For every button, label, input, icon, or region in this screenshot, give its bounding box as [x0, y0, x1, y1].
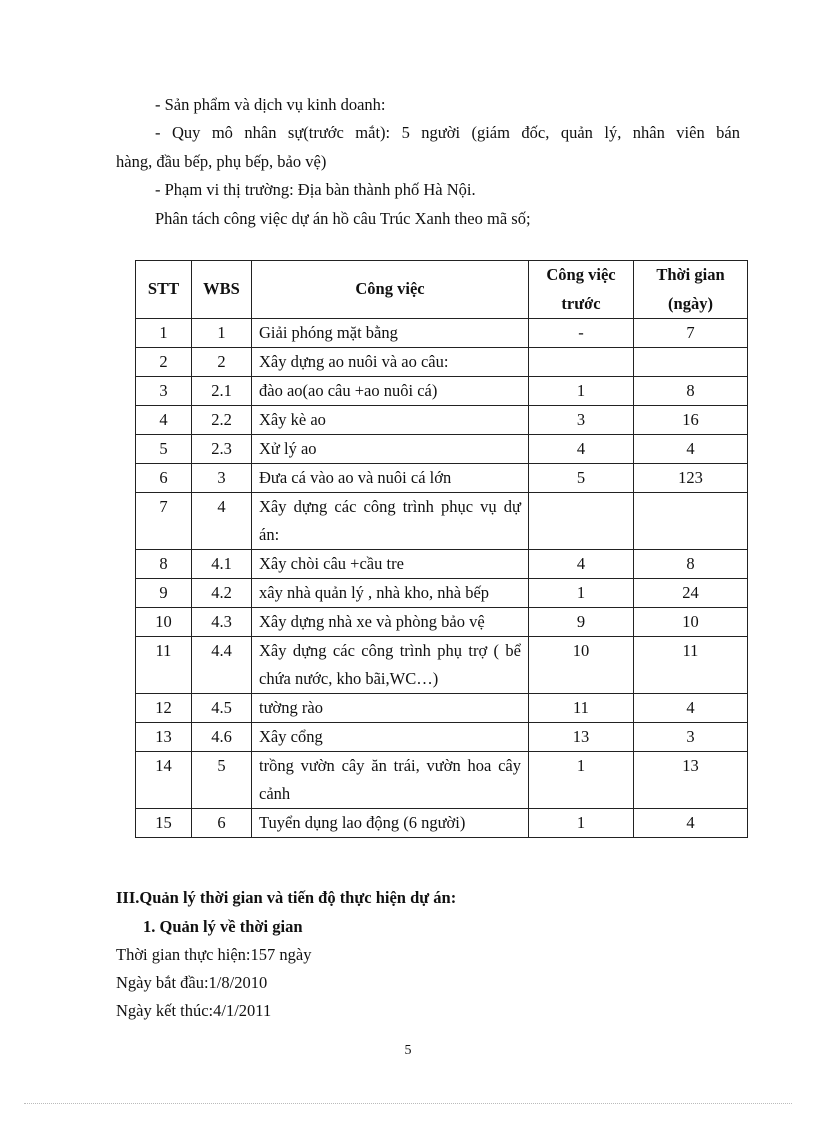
- intro-line-market: - Phạm vi thị trường: Địa bàn thành phố Hà Nội.: [155, 180, 476, 199]
- cell-duration: 3: [634, 723, 748, 752]
- wbs-table-body: [136, 319, 748, 838]
- cell-wbs: 4.6: [192, 723, 252, 752]
- table-row: [136, 752, 748, 809]
- cell-wbs: 6: [192, 809, 252, 838]
- intro-line-products: - Sản phẩm và dịch vụ kinh doanh:: [155, 95, 386, 114]
- cell-duration: 123: [634, 464, 748, 493]
- cell-wbs: 4.4: [192, 637, 252, 694]
- intro-line-wbs: Phân tách công việc dự án hồ câu Trúc Xanh theo mã số;: [155, 209, 531, 228]
- cell-predecessor: 4: [529, 550, 634, 579]
- cell-task: Xây kè ao: [252, 406, 529, 435]
- start-date-text: Ngày bắt đầu:1/8/2010: [116, 973, 268, 992]
- cell-task: Xây dựng ao nuôi và ao câu:: [252, 348, 529, 377]
- cell-wbs: 4.2: [192, 579, 252, 608]
- cell-duration: 7: [634, 319, 748, 348]
- cell-stt: 13: [136, 723, 192, 752]
- cell-duration: 8: [634, 550, 748, 579]
- header-duration-line2: (ngày): [668, 293, 713, 313]
- header-task: Công việc: [252, 261, 529, 319]
- cell-predecessor: -: [529, 319, 634, 348]
- cell-predecessor: 1: [529, 579, 634, 608]
- table-row: [136, 319, 748, 348]
- cell-duration: 13: [634, 752, 748, 809]
- cell-task: Tuyển dụng lao động (6 người): [252, 809, 529, 838]
- cell-task: Đưa cá vào ao và nuôi cá lớn: [252, 464, 529, 493]
- cell-predecessor: 9: [529, 608, 634, 637]
- header-duration: [634, 261, 748, 319]
- cell-task: Xử lý ao: [252, 435, 529, 464]
- header-predecessor-line1: Công việc: [546, 265, 616, 284]
- cell-task: Xây cổng: [252, 723, 529, 752]
- cell-predecessor: 11: [529, 694, 634, 723]
- cell-stt: 3: [136, 377, 192, 406]
- header-duration-line1: Thời gian: [656, 265, 725, 284]
- cell-predecessor: 1: [529, 809, 634, 838]
- cell-task: Giải phóng mặt bằng: [252, 319, 529, 348]
- table-row: [136, 464, 748, 493]
- cell-duration: 24: [634, 579, 748, 608]
- cell-task: đào ao(ao câu +ao nuôi cá): [252, 377, 529, 406]
- cell-stt: 1: [136, 319, 192, 348]
- cell-duration: 16: [634, 406, 748, 435]
- cell-stt: 6: [136, 464, 192, 493]
- intro-line-staff: - Quy mô nhân sự(trước mắt): 5 người (giám đốc, quản lý, nhân viên bán: [155, 123, 740, 142]
- cell-predecessor: 10: [529, 637, 634, 694]
- page-number: 5: [404, 1043, 412, 1058]
- header-predecessor: [529, 261, 634, 319]
- cell-wbs: 2.1: [192, 377, 252, 406]
- table-row: [136, 809, 748, 838]
- table-row: [136, 608, 748, 637]
- cell-predecessor: [529, 348, 634, 377]
- cell-predecessor: 3: [529, 406, 634, 435]
- cell-duration: 4: [634, 809, 748, 838]
- cell-duration: [634, 493, 748, 550]
- cell-duration: 10: [634, 608, 748, 637]
- cell-duration: 4: [634, 435, 748, 464]
- cell-stt: 15: [136, 809, 192, 838]
- table-header-row: [136, 261, 748, 319]
- cell-stt: 8: [136, 550, 192, 579]
- cell-stt: 11: [136, 637, 192, 694]
- cell-task: Xây dựng nhà xe và phòng bảo vệ: [252, 608, 529, 637]
- cell-duration: [634, 348, 748, 377]
- header-wbs: WBS: [192, 261, 252, 319]
- cell-wbs: 4.1: [192, 550, 252, 579]
- cell-wbs: 3: [192, 464, 252, 493]
- table-row: [136, 723, 748, 752]
- cell-task: xây nhà quản lý , nhà kho, nhà bếp: [252, 579, 529, 608]
- cell-wbs: 2.3: [192, 435, 252, 464]
- cell-predecessor: [529, 493, 634, 550]
- cell-duration: 8: [634, 377, 748, 406]
- table-row: [136, 493, 748, 550]
- table-row: [136, 550, 748, 579]
- table-row: [136, 348, 748, 377]
- cell-stt: 2: [136, 348, 192, 377]
- cell-wbs: 5: [192, 752, 252, 809]
- cell-stt: 4: [136, 406, 192, 435]
- cell-predecessor: 5: [529, 464, 634, 493]
- cell-duration: 4: [634, 694, 748, 723]
- cell-predecessor: 1: [529, 377, 634, 406]
- cell-task: trồng vườn cây ăn trái, vườn hoa cây cảnh: [252, 752, 529, 809]
- cell-task: Xây chòi câu +cầu tre: [252, 550, 529, 579]
- cell-stt: 10: [136, 608, 192, 637]
- cell-predecessor: 4: [529, 435, 634, 464]
- table-row: [136, 579, 748, 608]
- table-row: [136, 694, 748, 723]
- cell-task: Xây dựng các công trình phụ trợ ( bể chứa nước, kho bãi,WC…): [252, 637, 529, 694]
- intro-line-staff-cont: hàng, đầu bếp, phụ bếp, bảo vệ): [116, 152, 327, 171]
- header-stt: STT: [136, 261, 192, 319]
- end-date-text: Ngày kết thúc:4/1/2011: [116, 1001, 272, 1020]
- cell-stt: 14: [136, 752, 192, 809]
- cell-wbs: 4: [192, 493, 252, 550]
- wbs-table: [135, 260, 748, 838]
- cell-stt: 7: [136, 493, 192, 550]
- table-row: [136, 377, 748, 406]
- header-predecessor-line2: trước: [561, 293, 601, 313]
- cell-stt: 9: [136, 579, 192, 608]
- cell-wbs: 4.5: [192, 694, 252, 723]
- section-heading: III.Quản lý thời gian và tiến độ thực hiện dự án:: [116, 888, 457, 907]
- cell-stt: 12: [136, 694, 192, 723]
- duration-text: Thời gian thực hiện:157 ngày: [116, 945, 312, 964]
- cell-wbs: 2: [192, 348, 252, 377]
- cell-wbs: 2.2: [192, 406, 252, 435]
- table-row: [136, 435, 748, 464]
- cell-task: Xây dựng các công trình phục vụ dự án:: [252, 493, 529, 550]
- cell-duration: 11: [634, 637, 748, 694]
- cell-wbs: 1: [192, 319, 252, 348]
- table-row: [136, 406, 748, 435]
- subsection-heading: 1. Quản lý về thời gian: [143, 917, 303, 936]
- cell-predecessor: 1: [529, 752, 634, 809]
- table-row: [136, 637, 748, 694]
- footer-divider: [24, 1103, 792, 1104]
- cell-stt: 5: [136, 435, 192, 464]
- cell-task: tường rào: [252, 694, 529, 723]
- cell-predecessor: 13: [529, 723, 634, 752]
- cell-wbs: 4.3: [192, 608, 252, 637]
